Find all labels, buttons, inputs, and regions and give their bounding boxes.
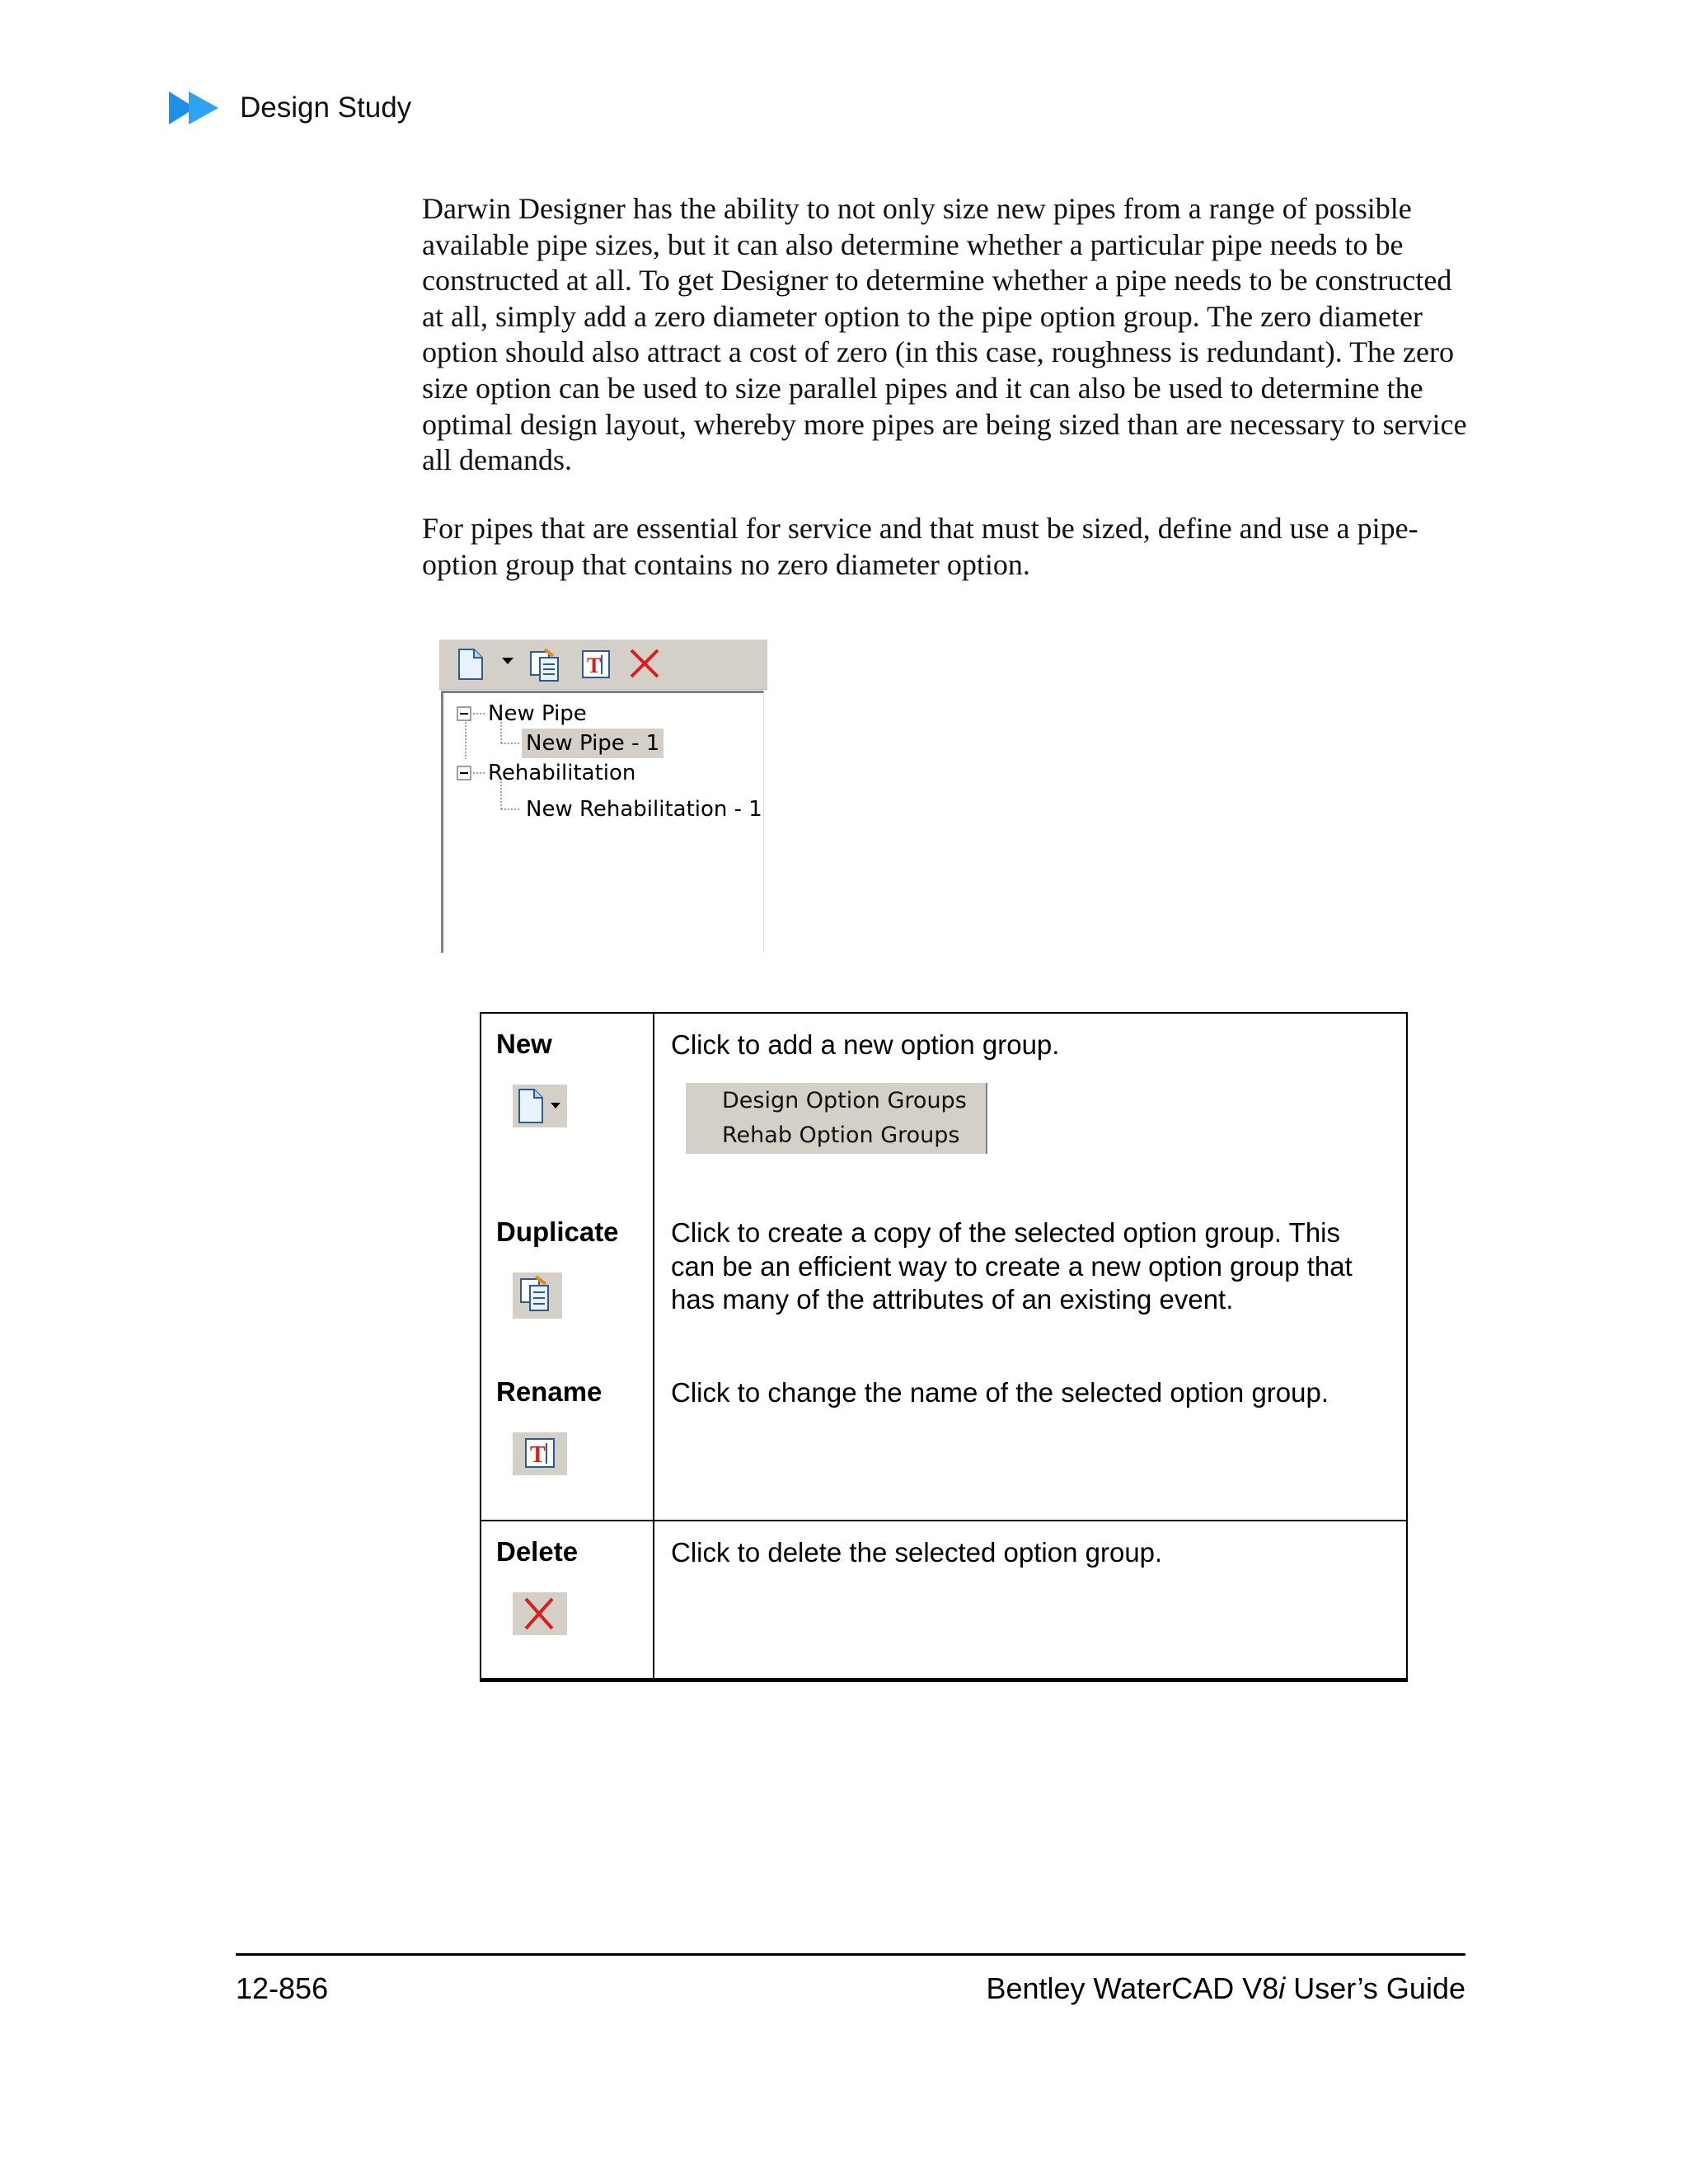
toolbar-commands-table xyxy=(480,1012,1408,1685)
option-groups-panel xyxy=(439,640,767,953)
page-number: 12-856 xyxy=(236,1971,329,2005)
table-row-divider xyxy=(480,1520,1408,1521)
svg-text:T: T xyxy=(530,1442,546,1468)
new-icon[interactable] xyxy=(456,648,485,681)
option-group-tree xyxy=(441,691,764,953)
row-label-delete: Delete xyxy=(496,1536,579,1567)
menu-item-design-option-groups[interactable]: Design Option Groups xyxy=(722,1088,967,1113)
collapse-icon[interactable] xyxy=(457,706,471,721)
duplicate-icon[interactable] xyxy=(528,648,563,682)
chapter-title: Design Study xyxy=(240,91,412,124)
rename-button xyxy=(513,1432,567,1475)
duplicate-icon xyxy=(513,1272,562,1319)
guide-title-prefix: Bentley WaterCAD V8 xyxy=(986,1971,1279,2005)
delete-icon[interactable] xyxy=(627,646,662,681)
footer-rule xyxy=(236,1953,1465,1956)
rename-icon[interactable] xyxy=(581,649,611,679)
paragraph-essential-pipes: For pipes that are essential for service and that must be sized, define and use a pipe-option group that contains no zero diameter option. xyxy=(422,512,1418,581)
guide-title-suffix: User’s Guide xyxy=(1285,1971,1465,2005)
row-label-rename: Rename xyxy=(496,1376,603,1407)
new-button xyxy=(513,1085,567,1127)
delete-button xyxy=(513,1592,567,1635)
dropdown-arrow-icon[interactable] xyxy=(502,658,513,666)
tree-node-new-pipe[interactable]: New Pipe xyxy=(488,701,587,726)
paragraph-zero-diameter: Darwin Designer has the ability to not only size new pipes from a range of possible available pipe sizes, but it can also determine whether a particular pipe needs to be constructed at all. To get Designer to determine whether a pipe needs to be constructed at all, simply add a zero diameter option to the pipe option group. The zero diameter option should also attract a cost of zero (in this case, roughness is redundant). The zero size option can be used to size parallel pipes and it can also be used to determine the optimal design layout, whereby more pipes are being sized than are necessary to service all demands. xyxy=(422,192,1467,477)
svg-text:T: T xyxy=(587,654,602,677)
collapse-icon[interactable] xyxy=(457,766,471,780)
guide-title xyxy=(986,1971,1465,2006)
row-desc-delete: Click to delete the selected option group. xyxy=(671,1537,1163,1568)
row-label-new: New xyxy=(496,1029,552,1059)
delete-icon xyxy=(513,1592,567,1635)
new-dropdown-menu xyxy=(686,1083,987,1154)
tree-node-new-rehabilitation-1[interactable]: New Rehabilitation - 1 xyxy=(526,797,762,822)
row-desc-duplicate: Click to create a copy of the selected option group. This can be an efficient way to create a new option group that has many of the attributes of an existing event. xyxy=(671,1217,1353,1315)
rename-icon xyxy=(513,1432,567,1475)
duplicate-button xyxy=(513,1272,562,1319)
panel-toolbar xyxy=(439,640,767,690)
tree-node-rehabilitation[interactable]: Rehabilitation xyxy=(488,761,636,785)
row-desc-rename: Click to change the name of the selected option group. xyxy=(671,1377,1329,1408)
page-header xyxy=(169,89,411,127)
tree-node-new-pipe-1[interactable]: New Pipe - 1 xyxy=(522,729,663,758)
double-chevron-right-icon xyxy=(169,91,222,124)
new-icon xyxy=(513,1085,567,1127)
table-column-divider xyxy=(653,1012,654,1681)
row-desc-new: Click to add a new option group. xyxy=(671,1029,1060,1060)
guide-title-italic: i xyxy=(1278,1971,1286,2005)
table-bottom-rule xyxy=(480,1678,1408,1682)
row-label-duplicate: Duplicate xyxy=(496,1216,619,1247)
menu-item-rehab-option-groups[interactable]: Rehab Option Groups xyxy=(722,1122,960,1148)
